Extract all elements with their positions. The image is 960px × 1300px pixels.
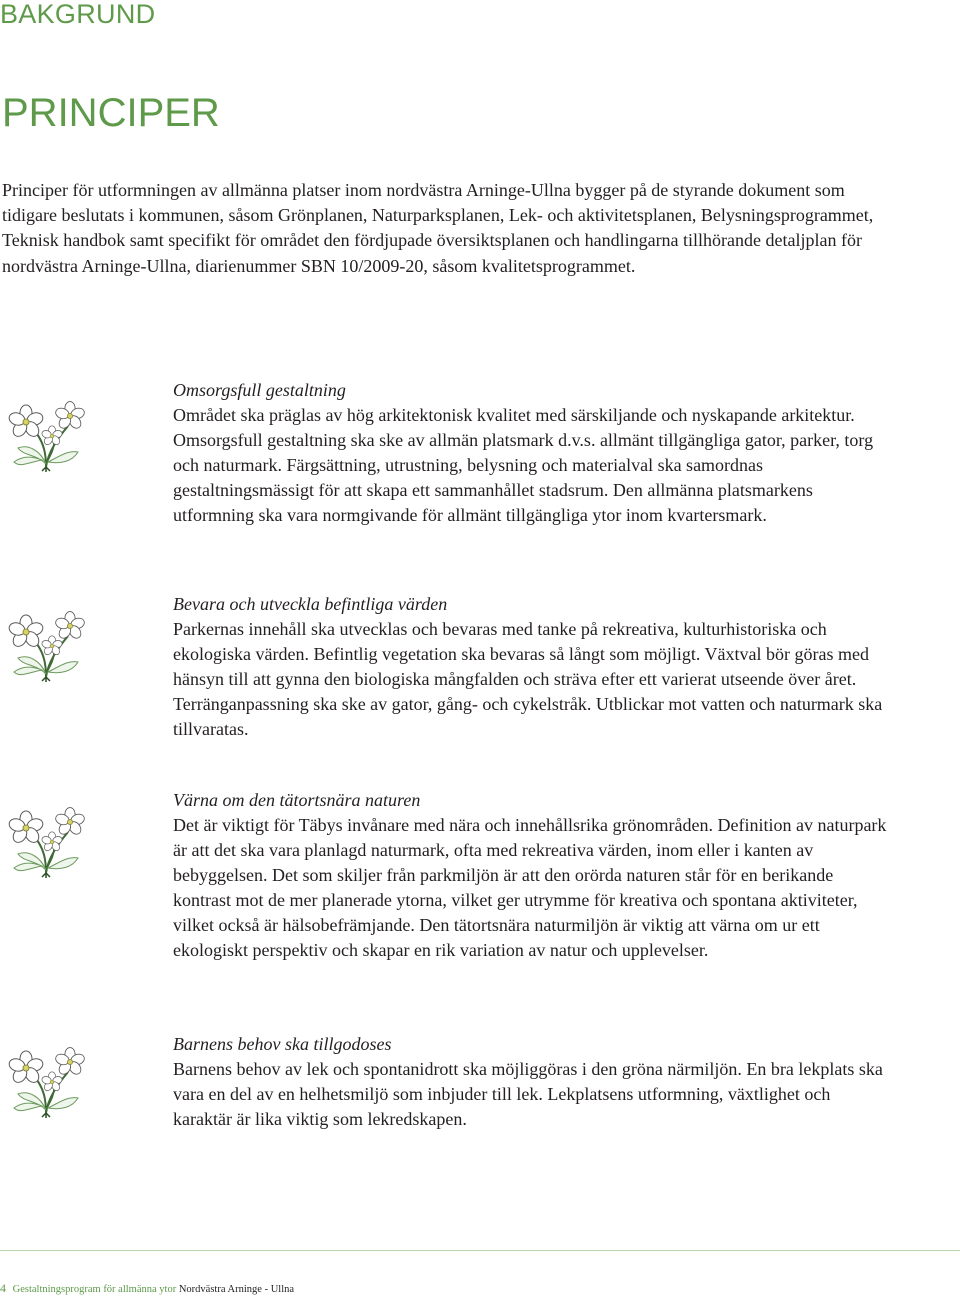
page-number: 4 [0,1281,6,1295]
principle-body: Barnens behov av lek och spontanidrott ska möjliggöras i den gröna närmiljön. En bra lekplats ska vara en del av en helhetsmiljö som inbjuder till lek. Lekplatsens utformning, växtlighet och karaktär är lika viktig som lekredskapen. [173,1059,883,1129]
page-title: PRINCIPER [2,91,220,135]
intro-paragraph: Principer för utformningen av allmänna platser inom nordvästra Arninge-Ullna bygger på de styrande dokument som tidigare beslutats i kommunen, såsom Grönplanen, Naturparksplanen, Lek- och aktivitetsplanen, Belysningsprogrammet, Teknisk handbok samt specifikt för området den fördjupade översiktsplanen och handlingarna tillhörande detaljplan för nordvästra Arninge-Ullna, diarienummer SBN 10/2009-20, såsom kvalitetsprogrammet. [2,180,874,276]
principle-title: Barnens behov ska tillgodoses [173,1034,392,1054]
principle-title: Omsorgsfull gestaltning [173,380,346,400]
anemone-flower-icon [2,392,92,472]
anemone-flower-icon [2,798,92,878]
principle-body: Parkernas innehåll ska utvecklas och bevaras med tanke på rekreativa, kulturhistoriska och ekologiska värden. Befintlig vegetation ska bevaras så långt som möjligt. Växtval bör göras med hänsyn till att gynna den biologiska mångfalden och sträva efter ett varierat utseende över året. Terränganpassning ska ske av gator, gång- och cykelstråk. Utblickar mot vatten och naturmark ska tillvaratas. [173,619,883,739]
principle-body: Det är viktigt för Täbys invånare med nära och innehållsrika grönområden. Definition av naturpark är att det ska vara planlagd naturmark, ofta med rekreativa värden, inom eller i kanten av bebyggelsen. Det som skiljer från parkmiljön är att den orörda naturen står för en berikande kontrast mot de mer planerade ytorna, vilket ger utrymme för kreativa och spontana aktiviteter, vilket också är hälsobefrämjande. Den tätortsnära naturmiljön är viktig att värna om ur ett ekologiskt perspektiv och skapar en rik variation av natur och upplevelser. [173,815,887,960]
page-footer [0,1281,294,1297]
principle-title: Bevara och utveckla befintliga värden [173,594,448,614]
anemone-flower-icon [2,602,92,682]
principle-body: Området ska präglas av hög arkitektonisk kvalitet med särskiljande och nyskapande arkitektur. Omsorgsfull gestaltning ska ske av allmän platsmark d.v.s. allmänt tillgängliga gator, parker, torg och naturmark. Färgsättning, utrustning, belysning och materialval ska samordnas gestaltningsmässigt för att skapa ett sammanhållet stadsrum. Den allmänna platsmarkens utformning ska vara normgivande för allmänt tillgängliga ytor inom kvartersmark. [173,405,874,525]
footer-area: Nordvästra Arninge - Ullna [178,1284,295,1295]
footer-doc-title: Gestaltningsprogram för allmänna ytor [12,1284,177,1295]
section-label: BAKGRUND [0,0,156,29]
principle-title: Värna om den tätortsnära naturen [173,790,421,810]
anemone-flower-icon [2,1038,92,1118]
footer-divider [0,1250,960,1251]
